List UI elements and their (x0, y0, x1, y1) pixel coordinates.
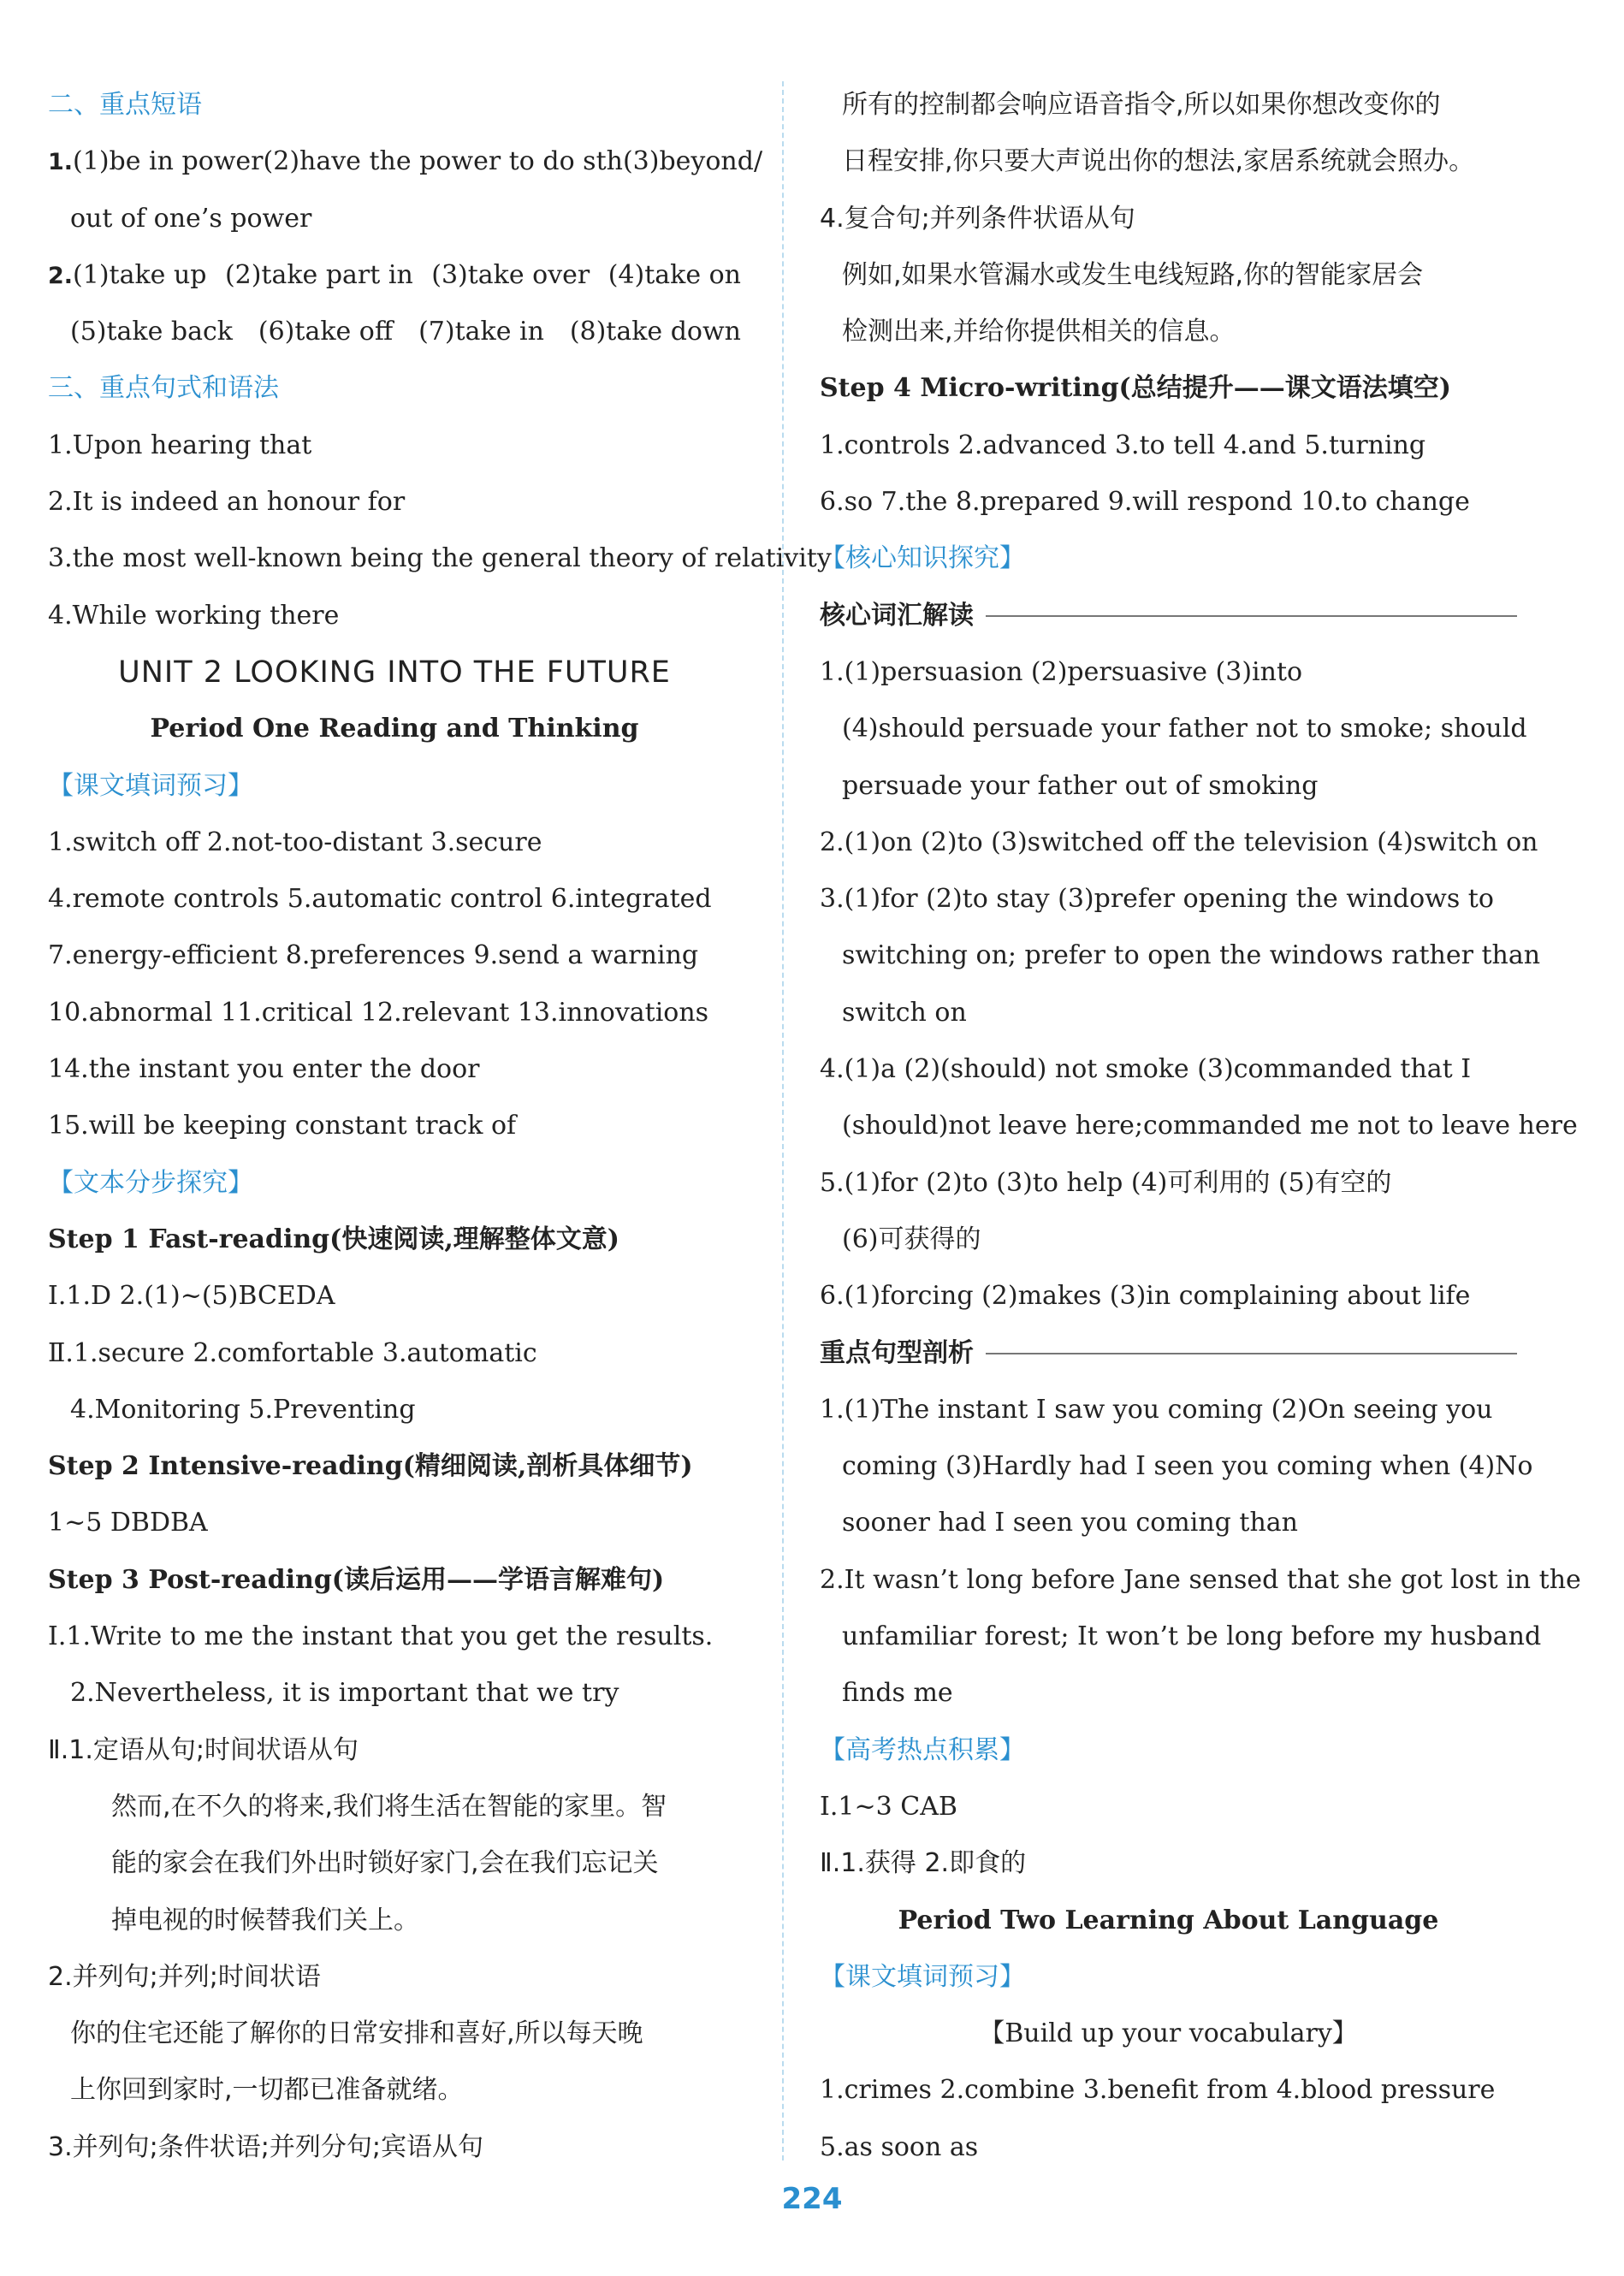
step3-heading: Step 3 Post-reading(读后运用——学语言解难句) (48, 1564, 665, 1595)
vocab-answer-3a: 3.(1)for (2)to stay (3)prefer opening the windows to (820, 884, 1494, 915)
vocab-answer-3c: switch on (842, 997, 967, 1028)
translation-cont-4: 检测出来,并给你提供相关的信息。 (842, 317, 1236, 347)
step2-heading: Step 2 Intensive-reading(精细阅读,剖析具体细节) (48, 1451, 693, 1482)
sentence-answer-1b: coming (3)Hardly had I seen you coming when (4)No (842, 1451, 1533, 1482)
step3-answer-2: 2.Nevertheless, it is important that we try (70, 1678, 619, 1709)
heading-rule (986, 1353, 1517, 1354)
step3-translation-4: 你的住宅还能了解你的日常安排和喜好,所以每天晚 (70, 2018, 643, 2049)
vocab-line-4: 10.abnormal 11.critical 12.relevant 13.innovations (48, 997, 709, 1028)
build-vocab-heading: 【Build up your vocabulary】 (979, 2018, 1358, 2049)
step4-heading: Step 4 Micro-writing(总结提升——课文语法填空) (820, 373, 1451, 404)
vocab-answer-1a: 1.(1)persuasion (2)persuasive (3)into (820, 656, 1303, 687)
step3-answer-4: 2.并列句;并列;时间状语 (48, 1961, 321, 1992)
step3-translation-1: 然而,在不久的将来,我们将生活在智能的家里。智 (111, 1791, 667, 1822)
vocab-answer-5b: (6)可获得的 (842, 1224, 981, 1254)
exam-answer-2: Ⅱ.1.获得 2.即食的 (820, 1848, 1027, 1879)
step1-answer-2: Ⅱ.1.secure 2.comfortable 3.automatic (48, 1337, 537, 1368)
vocab-answer-6: 6.(1)forcing (2)makes (3)in complaining about life (820, 1281, 1471, 1312)
section-vocab-preview-2: 【课文填词预习】 (820, 1961, 1025, 1992)
vocab-answer-2: 2.(1)on (2)to (3)switched off the television (4)switch on (820, 827, 1538, 857)
exam-answer-1: Ⅰ.1~3 CAB (820, 1791, 957, 1822)
step1-heading: Step 1 Fast-reading(快速阅读,理解整体文意) (48, 1224, 619, 1254)
sentence-answer-2c: finds me (842, 1678, 953, 1709)
left-column (48, 77, 832, 2176)
section-vocab-preview: 【课文填词预习】 (48, 770, 253, 801)
step3-answer-3: Ⅱ.1.定语从句;时间状语从句 (48, 1734, 359, 1765)
core-vocab-heading-text: 核心词汇解读 (820, 600, 974, 631)
section-key-phrases: 二、重点短语 (48, 90, 202, 120)
step3-answer-6: 4.复合句;并列条件状语从句 (820, 203, 1135, 234)
sentence-item-4: 4.While working there (48, 600, 340, 631)
phrase-item-1: 1.(1)be in power (2)have the power to do sth (3)beyond/ (48, 146, 763, 177)
step1-answer-1: Ⅰ.1.D 2.(1)~(5)BCEDA (48, 1281, 335, 1312)
section-exam-hotspots: 【高考热点积累】 (820, 1734, 1025, 1765)
phrase-item-2: 2.(1)take up (2)take part in (3)take over (4)take on (48, 259, 741, 290)
vocab-line-6: 15.will be keeping constant track of (48, 1111, 517, 1141)
right-column (820, 77, 1581, 2176)
build-vocab-answer-2: 5.as soon as (820, 2131, 979, 2162)
sentence-item-3: 3.the most well-known being the general theory of relativity (48, 543, 832, 574)
step4-answer-1: 1.controls 2.advanced 3.to tell 4.and 5.turning (820, 430, 1426, 460)
step3-translation-5: 上你回到家时,一切都已准备就绪。 (70, 2075, 464, 2106)
step3-answer-1: Ⅰ.1.Write to me the instant that you get the results. (48, 1621, 714, 1652)
step3-translation-2: 能的家会在我们外出时锁好家门,会在我们忘记关 (111, 1848, 659, 1879)
vocab-line-2: 4.remote controls 5.automatic control 6.integrated (48, 884, 712, 915)
column-divider (782, 81, 784, 2160)
vocab-answer-4a: 4.(1)a (2)(should) not smoke (3)commanded that I (820, 1054, 1472, 1085)
sentence-answer-1a: 1.(1)The instant I saw you coming (2)On seeing you (820, 1394, 1493, 1425)
vocab-answer-4b: (should)not leave here;commanded me not to leave here (842, 1111, 1578, 1141)
translation-cont-1: 所有的控制都会响应语音指令,所以如果你想改变你的 (842, 90, 1441, 120)
core-vocab-heading (820, 588, 1517, 644)
section-core-knowledge: 【核心知识探究】 (820, 543, 1025, 574)
sentence-answer-2a: 2.It wasn’t long before Jane sensed that she got lost in the (820, 1564, 1581, 1595)
sentence-answer-1c: sooner had I seen you coming than (842, 1508, 1298, 1538)
section-text-steps: 【文本分步探究】 (48, 1167, 253, 1198)
vocab-line-5: 14.the instant you enter the door (48, 1054, 480, 1085)
vocab-answer-1b: (4)should persuade your father not to smoke; should (842, 714, 1527, 744)
period-two-title: Period Two Learning About Language (898, 1905, 1439, 1935)
vocab-line-1: 1.switch off 2.not-too-distant 3.secure (48, 827, 542, 857)
sentence-answer-2b: unfamiliar forest; It won’t be long before my husband (842, 1621, 1542, 1652)
page-number: 224 (781, 2182, 843, 2216)
step1-answer-3: 4.Monitoring 5.Preventing (70, 1394, 416, 1425)
key-sentence-heading-text: 重点句型剖析 (820, 1337, 974, 1368)
step4-answer-2: 6.so 7.the 8.prepared 9.will respond 10.to change (820, 487, 1470, 518)
step3-translation-3: 掉电视的时候替我们关上。 (111, 1905, 419, 1935)
step2-answer: 1~5 DBDBA (48, 1508, 208, 1538)
sentence-item-1: 1.Upon hearing that (48, 430, 312, 460)
unit-title: UNIT 2 LOOKING INTO THE FUTURE (118, 655, 671, 690)
period-one-title: Period One Reading and Thinking (150, 714, 639, 744)
heading-rule (986, 615, 1517, 617)
vocab-answer-3b: switching on; prefer to open the windows rather than (842, 940, 1541, 971)
key-sentence-heading (820, 1325, 1517, 1382)
translation-cont-2: 日程安排,你只要大声说出你的想法,家居系统就会照办。 (842, 146, 1475, 177)
vocab-answer-1c: persuade your father out of smoking (842, 770, 1319, 801)
section-key-sentences: 三、重点句式和语法 (48, 373, 279, 404)
vocab-line-3: 7.energy-efficient 8.preferences 9.send a warning (48, 940, 699, 971)
step3-answer-5: 3.并列句;条件状语;并列分句;宾语从句 (48, 2131, 483, 2162)
build-vocab-answer-1: 1.crimes 2.combine 3.benefit from 4.blood pressure (820, 2075, 1496, 2106)
phrase-item-1-cont: out of one’s power (70, 203, 312, 234)
vocab-answer-5a: 5.(1)for (2)to (3)to help (4)可利用的 (5)有空的 (820, 1167, 1392, 1198)
phrase-item-2-cont: (5)take back (6)take off (7)take in (8)take down (70, 317, 741, 347)
translation-cont-3: 例如,如果水管漏水或发生电线短路,你的智能家居会 (842, 259, 1424, 290)
sentence-item-2: 2.It is indeed an honour for (48, 487, 406, 518)
